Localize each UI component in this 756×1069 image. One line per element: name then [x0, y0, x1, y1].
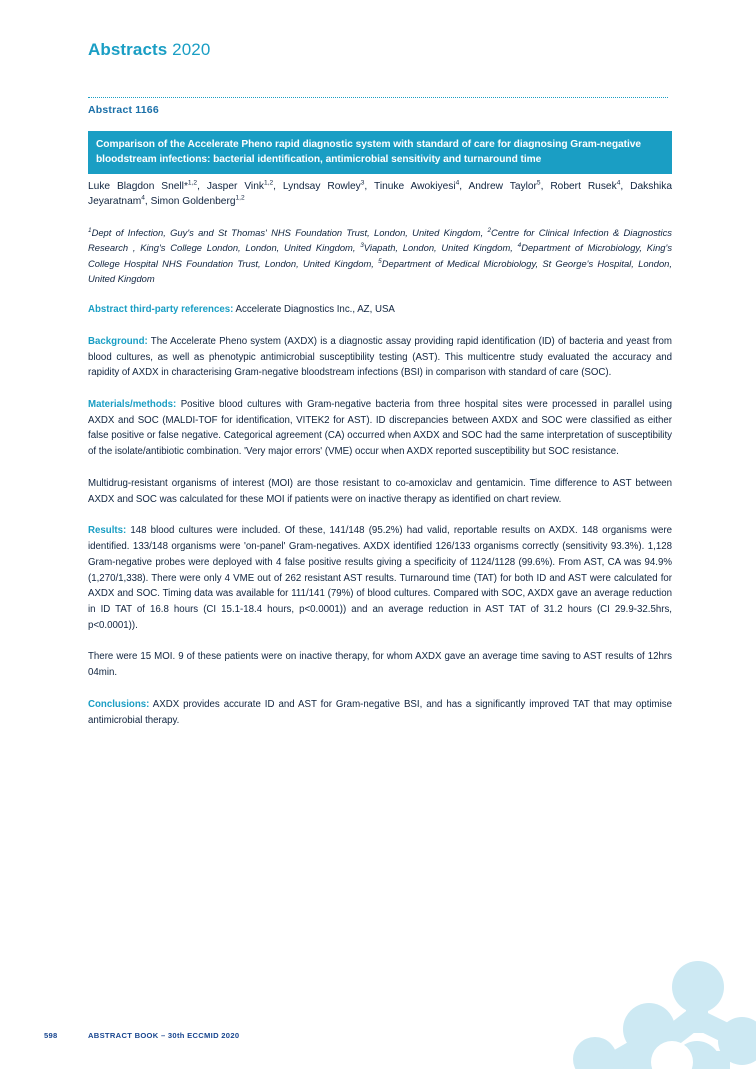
section-label: Materials/methods:: [88, 399, 177, 411]
footer-book-title: ABSTRACT BOOK – 30th ECCMID 2020: [88, 1031, 240, 1040]
abstract-sections: [88, 302, 672, 728]
abstract-section: [88, 523, 672, 633]
abstract-title-banner: Comparison of the Accelerate Pheno rapid diagnostic system with standard of care for diagnosing Gram-negative bloodstream infections: bacterial identification, antimicrobial sensitivity and turnaround time: [88, 131, 672, 174]
section-text: The Accelerate Pheno system (AXDX) is a diagnostic assay providing rapid identification (ID) of bacteria and yeast from blood cultures, as well as phenotypic antimicrobial susceptibility testing (AST). This multicentre study evaluated the accuracy and rapidity of AXDX in characterising Gram-negative bloodstream infections (BSI) in comparison with standard of care (SOC).: [88, 335, 672, 379]
section-text: There were 15 MOI. 9 of these patients were on inactive therapy, for whom AXDX gave an average time saving to AST results of 12hrs 04min.: [88, 651, 672, 679]
abstract-section: [88, 397, 672, 460]
section-text: AXDX provides accurate ID and AST for Gram-negative BSI, and has a significantly improved TAT that may optimise antimicrobial therapy.: [88, 698, 672, 726]
section-text: Positive blood cultures with Gram-negative bacteria from three hospital sites were processed in parallel using AXDX and SOC (MALDI-TOF for identification, VITEK2 for AST). ID discrepancies between AXDX and SOC were classified as either false positive or false negative. Categorical agreement (CA) occurred when AXDX and SOC had the same interpretation of susceptibility of the isolate/antibiotic combination. 'Very major errors' (VME) occur when AXDX reported susceptibility but SOC resistance.: [88, 399, 672, 458]
abstract-section: [88, 334, 672, 381]
section-label: Abstract third-party references:: [88, 304, 234, 316]
author-list: Luke Blagdon Snell*$^{1,2}$, Jasper Vink$^{1,2}$, Lyndsay Rowley$^3$, Tinuke Awokiyesi$^4$, Andrew Taylor$^5$, Robert Rusek$^4$, Dakshika Jeyaratnam$^4$, Simon Goldenberg$^{1,2}$: [88, 179, 673, 208]
affiliation-list: $^1$Dept of Infection, Guy's and St Thomas' NHS Foundation Trust, London, United Kingdom, $^2$Centre for Clinical Infection & Diagnostics Research , King's College London, London, United Kingdom, $^3$Viapath, London, United Kingdom, $^4$Department of Microbiology, King's College Hospital NHS Foundation Trust, London, United Kingdom, $^5$Department of Medical Microbiology, St George's Hospital, London, United Kingdom: [88, 227, 673, 284]
abstract-number-label: Abstract 1166: [88, 104, 159, 116]
section-label: Results:: [88, 525, 127, 537]
section-divider: [88, 97, 668, 98]
section-text: Multidrug-resistant organisms of interest (MOI) are those resistant to co-amoxiclav and gentamicin. Time difference to AST between AXDX and SOC was calculated for these MOI if patients were on inactive therapy as identified on chart review.: [88, 477, 672, 505]
section-text: Accelerate Diagnostics Inc., AZ, USA: [233, 304, 395, 316]
molecule-decoration-icon: [546, 959, 756, 1069]
page-footer: [44, 1031, 239, 1040]
section-label: Background:: [88, 335, 148, 347]
section-label: Conclusions:: [88, 698, 150, 710]
running-head-year: 2020: [172, 40, 211, 59]
abstract-content: [88, 131, 672, 738]
footer-page-number: 598: [44, 1031, 58, 1040]
abstract-section: [88, 302, 672, 318]
running-head-title: Abstracts: [88, 40, 168, 59]
section-text: 148 blood cultures were included. Of these, 141/148 (95.2%) had valid, reportable results on AXDX. 148 organisms were identified. 133/148 organisms were 'on-panel' Gram-negatives. AXDX identified 126/133 organisms correctly (sensitivity 93.3%). 1,128 Gram-negative probes were deployed with 4 false positive results giving a specificity of 1124/1128 (99.6%). From AST, CA was 94.9% (1,270/1,338). There were only 4 VME out of 262 resistant AST results. Turnaround time (TAT) for both ID and AST were calculated for AXDX and SOC. Timing data was available for 111/141 (79%) of blood cultures. Compared with SOC, AXDX gave an average reduction in ID TAT of 16.8 hours (CI 15.1-18.4 hours, p<0.0001)) and an average reduction in AST TAT of 31.2 hours (CI 29.9-32.5hrs, p<0.0001)).: [88, 525, 672, 631]
running-head: [88, 40, 210, 60]
abstract-section: [88, 476, 672, 507]
abstract-section: [88, 697, 672, 728]
abstract-section: [88, 649, 672, 680]
